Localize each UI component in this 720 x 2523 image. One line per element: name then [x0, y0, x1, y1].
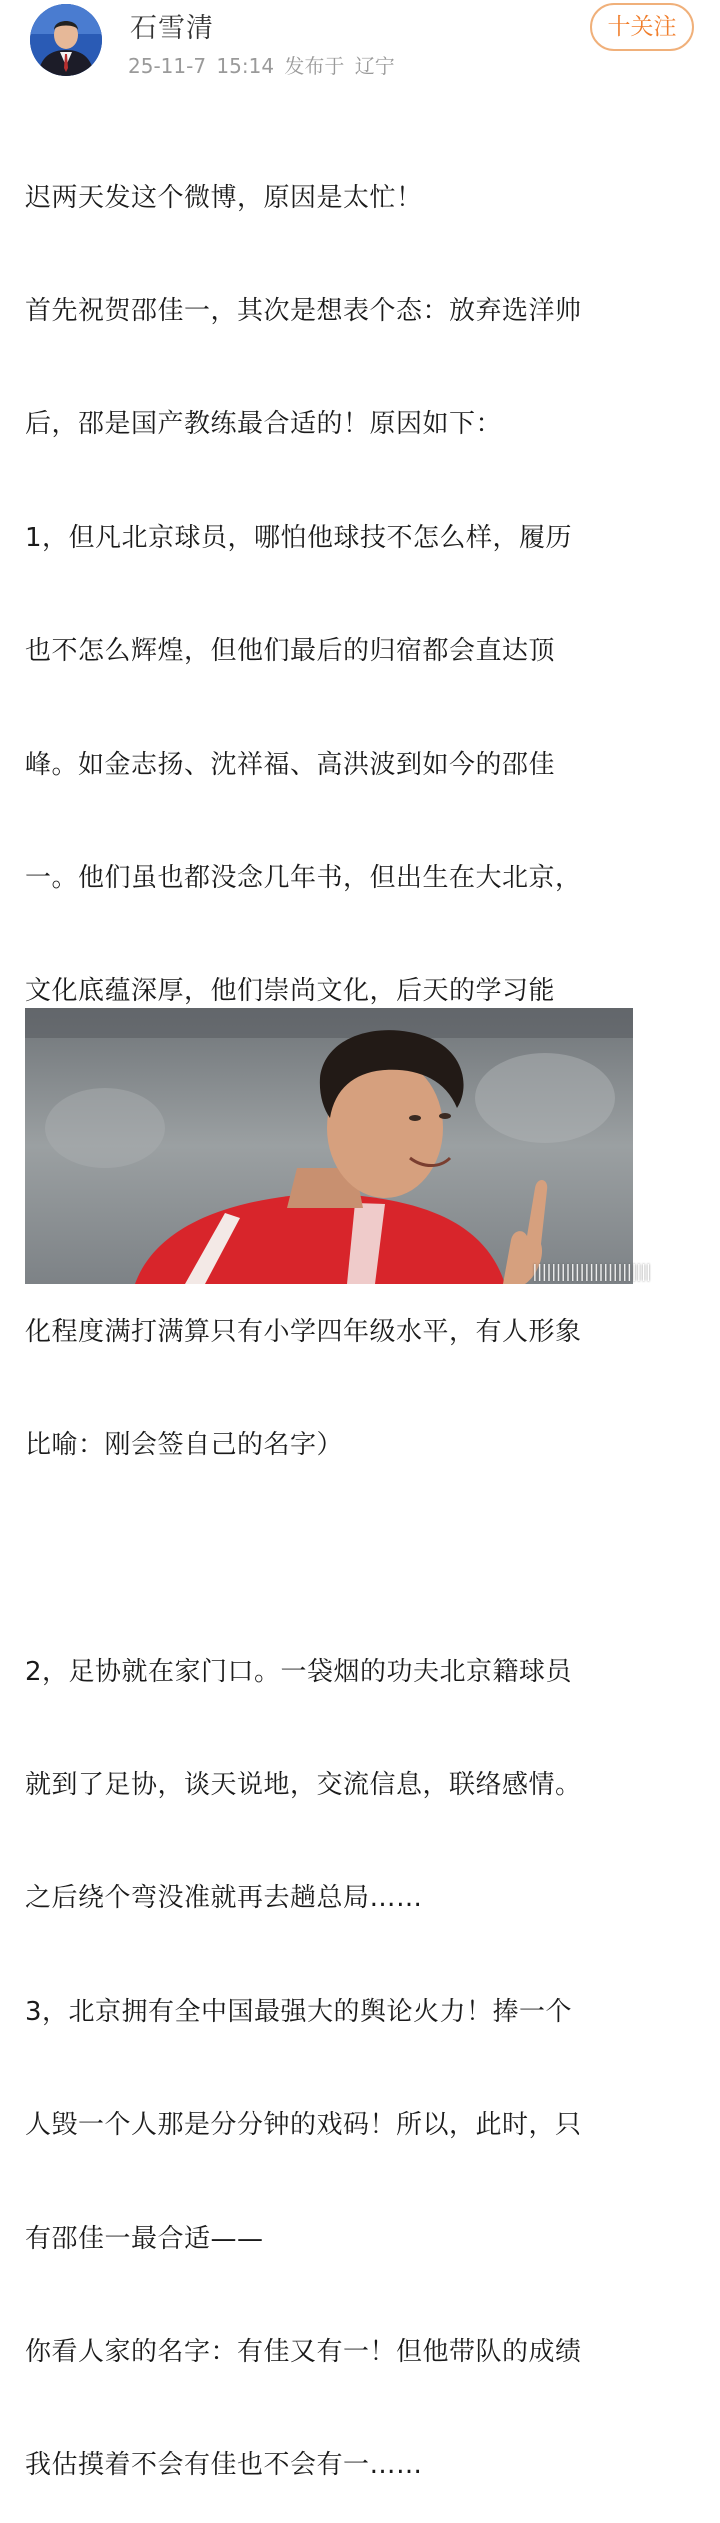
post-line: 文化底蕴深厚，他们崇尚文化，后天的学习能 — [25, 976, 556, 1007]
post-line: 也不怎么辉煌，但他们最后的归宿都会直达顶 — [25, 636, 556, 667]
post-line: 2，足协就在家门口。一袋烟的功夫北京籍球员 — [25, 1656, 573, 1687]
post-line: 后，邵是国产教练最合适的！原因如下： — [25, 409, 503, 440]
person-portrait-icon — [30, 4, 102, 76]
post-image[interactable] — [25, 1008, 633, 1284]
author-name[interactable]: 石雪清 — [130, 13, 214, 44]
follow-button[interactable]: 十关注 — [590, 3, 694, 51]
post-location: 发布于 辽宁 — [284, 54, 395, 78]
post-line: 有邵佳一最合适—— — [25, 2223, 264, 2254]
post-line: 你看人家的名字：有佳又有一！但他带队的成绩 — [25, 2337, 582, 2368]
post-line: 比喻：刚会签自己的名字） — [25, 1429, 344, 1460]
post-line: 峰。如金志扬、沈祥福、高洪波到如今的邵佳 — [25, 749, 556, 780]
post-header — [0, 0, 720, 90]
post-line: 1，但凡北京球员，哪怕他球技不怎么样，履历 — [25, 522, 573, 553]
post-line: 3，北京拥有全中国最强大的舆论火力！捧一个 — [25, 1996, 573, 2027]
post-body — [25, 104, 705, 2523]
post-meta — [128, 50, 395, 79]
football-player-photo — [25, 1008, 633, 1284]
post-line: 人毁一个人那是分分钟的戏码！所以，此时，只 — [25, 2110, 582, 2141]
post-line: 我估摸着不会有佳也不会有一…… — [25, 2450, 423, 2481]
post-line: 之后绕个弯没准就再去趟总局…… — [25, 1883, 423, 1914]
image-watermark: ||||||||||||||||||||||||| — [532, 1262, 651, 1282]
post-line: 迟两天发这个微博，原因是太忙！ — [25, 182, 423, 213]
post-timestamp: 25-11-7 15:14 — [128, 54, 275, 78]
post-line — [25, 1540, 705, 1578]
post-line: 首先祝贺邵佳一，其次是想表个态：放弃选洋帅 — [25, 295, 582, 326]
author-avatar[interactable] — [30, 4, 102, 76]
post-line: 化程度满打满算只有小学四年级水平，有人形象 — [25, 1316, 582, 1347]
post-line: 就到了足协，谈天说地，交流信息，联络感情。 — [25, 1770, 582, 1801]
post-line: 一。他们虽也都没念几年书，但出生在大北京， — [25, 862, 582, 893]
